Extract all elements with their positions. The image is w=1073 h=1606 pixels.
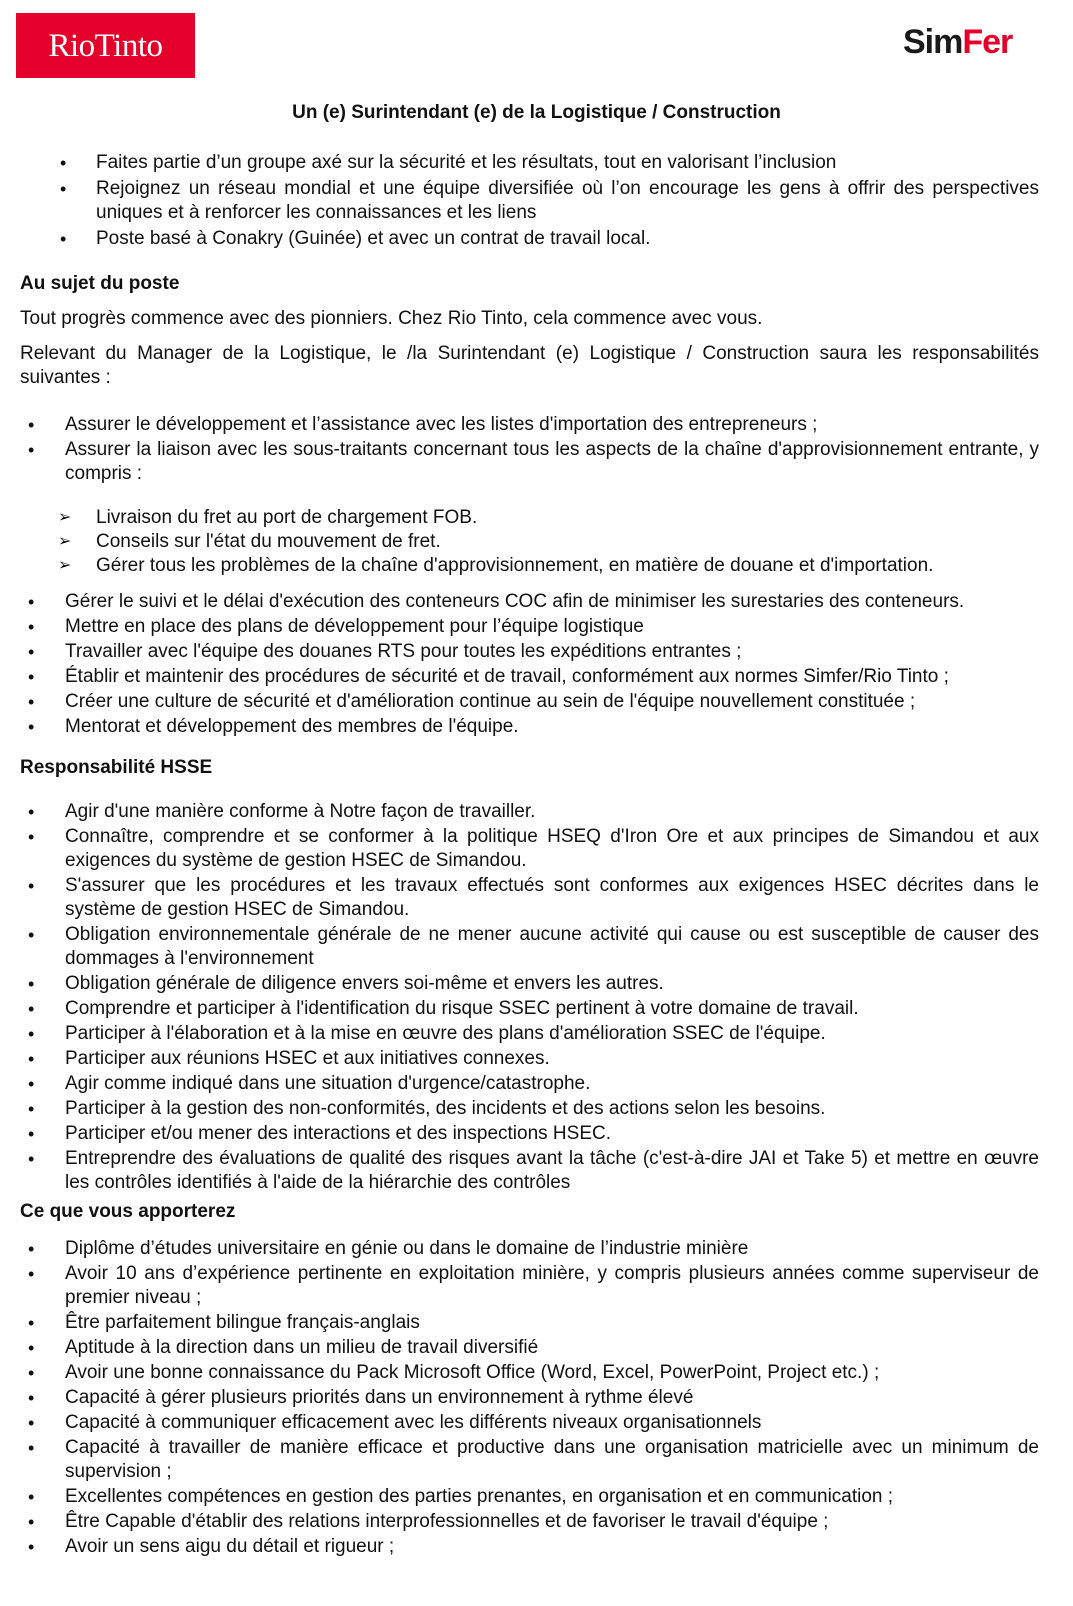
about-paragraph-1: Tout progrès commence avec des pionniers. Chez Rio Tinto, cela commence avec vous. xyxy=(20,308,763,329)
list-item: • Aptitude à la direction dans un milieu de travail diversifié xyxy=(28,1337,539,1358)
list-item: • Avoir 10 ans d’expérience pertinente en exploitation minière, y compris plusieurs années comme superviseur de premier niveau ; xyxy=(28,1263,1039,1308)
list-item: • Obligation environnementale générale de ne mener aucune activité qui cause ou est susceptible de causer des dommages à l'environnement xyxy=(28,924,1039,969)
list-item: • Mentorat et développement des membres de l'équipe. xyxy=(28,716,519,737)
bullet-icon: • xyxy=(28,999,35,1019)
bullet-icon: • xyxy=(28,1388,35,1408)
bullet-icon: • xyxy=(28,1512,35,1532)
list-item: • Travailler avec l'équipe des douanes RTS pour toutes les expéditions entrantes ; xyxy=(28,641,742,662)
bullet-icon: • xyxy=(28,802,35,822)
bullet-icon: • xyxy=(28,415,35,435)
section-heading-bring: Ce que vous apporterez xyxy=(20,1201,236,1222)
list-item: • Créer une culture de sécurité et d'amélioration continue au sein de l'équipe nouvellement constituée ; xyxy=(28,691,916,712)
bullet-icon: • xyxy=(28,1264,35,1284)
responsibilities-list-a xyxy=(20,413,1039,486)
list-item: • Agir d'une manière conforme à Notre façon de travailler. xyxy=(28,801,536,822)
list-item: • Participer aux réunions HSEC et aux initiatives connexes. xyxy=(28,1048,550,1069)
list-item: • Capacité à gérer plusieurs priorités dans un environnement à rythme élevé xyxy=(28,1387,694,1408)
list-item: • Faites partie d’un groupe axé sur la sécurité et les résultats, tout en valorisant l’inclusion xyxy=(60,152,837,173)
supply-chain-sublist xyxy=(20,506,1039,578)
bullet-icon: • xyxy=(28,827,35,847)
bullet-icon: • xyxy=(28,1338,35,1358)
responsibilities-list-b xyxy=(20,590,1039,739)
page-title: Un (e) Surintendant (e) de la Logistique / Construction xyxy=(292,102,781,123)
about-section xyxy=(20,272,1039,390)
bullet-icon: • xyxy=(28,1149,35,1169)
list-item: • Participer à l'élaboration et à la mise en œuvre des plans d'amélioration SSEC de l'équipe. xyxy=(28,1023,826,1044)
bullet-icon: • xyxy=(28,1413,35,1433)
bullet-icon: • xyxy=(28,440,35,460)
bullet-icon: • xyxy=(28,1313,35,1333)
list-item: • Agir comme indiqué dans une situation d'urgence/catastrophe. xyxy=(28,1073,591,1094)
list-item: • Mettre en place des plans de développement pour l’équipe logistique xyxy=(28,616,644,637)
simfer-logo-fer: Fer xyxy=(962,23,1013,61)
list-item: ➢ Conseils sur l'état du mouvement de fret. xyxy=(58,531,441,552)
list-item: • Avoir un sens aigu du détail et rigueur ; xyxy=(28,1536,395,1557)
bullet-icon: • xyxy=(28,1239,35,1259)
bring-list xyxy=(20,1237,1039,1559)
bullet-icon: • xyxy=(28,1049,35,1069)
list-item: • Diplôme d’études universitaire en génie ou dans le domaine de l’industrie minière xyxy=(28,1238,749,1259)
list-item: • Assurer le développement et l’assistance avec les listes d'importation des entrepreneurs ; xyxy=(28,414,818,435)
list-item: • Excellentes compétences en gestion des parties prenantes, en organisation et en communication ; xyxy=(28,1486,894,1507)
bullet-icon: • xyxy=(28,692,35,712)
arrow-bullet-icon: ➢ xyxy=(58,557,72,574)
rio-tinto-logo-text: RioTinto xyxy=(48,27,163,64)
bullet-icon: • xyxy=(28,1074,35,1094)
section-heading-about: Au sujet du poste xyxy=(20,273,180,294)
list-item: • Participer à la gestion des non-conformités, des incidents et des actions selon les besoins. xyxy=(28,1098,826,1119)
arrow-bullet-icon: ➢ xyxy=(58,533,72,550)
list-item: • Être Capable d'établir des relations interprofessionnelles et de favoriser le travail d'équipe ; xyxy=(28,1511,829,1532)
intro-list xyxy=(20,151,1039,251)
list-item: • Comprendre et participer à l'identification du risque SSEC pertinent à votre domaine de travail. xyxy=(28,998,859,1019)
bullet-icon: • xyxy=(28,974,35,994)
intro-section xyxy=(20,151,1039,251)
bullet-icon: • xyxy=(28,1099,35,1119)
bullet-icon: • xyxy=(28,1487,35,1507)
bullet-icon: • xyxy=(28,1363,35,1383)
list-item: • Participer et/ou mener des interactions et des inspections HSEC. xyxy=(28,1123,611,1144)
list-item: • Assurer la liaison avec les sous-traitants concernant tous les aspects de la chaîne d'approvisionnement entrante, y compris : xyxy=(28,439,1039,484)
hsse-list xyxy=(20,800,1039,1195)
bullet-icon: • xyxy=(60,153,67,173)
list-item: • Poste basé à Conakry (Guinée) et avec un contrat de travail local. xyxy=(60,228,651,249)
list-item: • Capacité à communiquer efficacement avec les différents niveaux organisationnels xyxy=(28,1412,762,1433)
bullet-icon: • xyxy=(28,617,35,637)
list-item: • Capacité à travailler de manière efficace et productive dans une organisation matricielle avec un minimum de supervision ; xyxy=(28,1437,1039,1482)
list-item: ➢ Gérer tous les problèmes de la chaîne d'approvisionnement, en matière de douane et d'importation. xyxy=(58,555,934,576)
about-paragraph-2: Relevant du Manager de la Logistique, le /la Surintendant (e) Logistique / Construction saura les responsabilités suivantes : xyxy=(20,343,1039,388)
bullet-icon: • xyxy=(28,592,35,612)
rio-tinto-logo xyxy=(16,13,195,78)
simfer-logo-sim: Sim xyxy=(903,23,963,61)
list-item: • Gérer le suivi et le délai d'exécution des conteneurs COC afin de minimiser les surestaries des conteneurs. xyxy=(28,591,965,612)
bullet-icon: • xyxy=(28,1438,35,1458)
list-item: • S'assurer que les procédures et les travaux effectués sont conformes aux exigences HSEC décrites dans le système de gestion HSEC de Simandou. xyxy=(28,875,1039,920)
bullet-icon: • xyxy=(60,179,67,199)
list-item: • Entreprendre des évaluations de qualité des risques avant la tâche (c'est-à-dire JAI et Take 5) et mettre en œuvre les contrôles identifiés à l'aide de la hiérarchie des contrôles xyxy=(28,1148,1039,1193)
bullet-icon: • xyxy=(28,667,35,687)
bullet-icon: • xyxy=(28,1124,35,1144)
bullet-icon: • xyxy=(28,925,35,945)
simfer-logo xyxy=(903,22,1012,62)
arrow-bullet-icon: ➢ xyxy=(58,509,72,526)
bullet-icon: • xyxy=(28,642,35,662)
list-item: • Être parfaitement bilingue français-anglais xyxy=(28,1312,420,1333)
section-heading-hsse: Responsabilité HSSE xyxy=(20,757,213,778)
hsse-section xyxy=(20,756,1039,780)
list-item: • Obligation générale de diligence envers soi-même et envers les autres. xyxy=(28,973,664,994)
bullet-icon: • xyxy=(28,717,35,737)
bullet-icon: • xyxy=(60,229,67,249)
list-item: • Connaître, comprendre et se conformer à la politique HSEQ d'Iron Ore et aux principes de Simandou et aux exigences du système de gestion HSEC de Simandou. xyxy=(28,826,1039,871)
bring-section xyxy=(20,1200,1039,1224)
list-item: ➢ Livraison du fret au port de chargement FOB. xyxy=(58,507,478,528)
bullet-icon: • xyxy=(28,1537,35,1557)
list-item: • Avoir une bonne connaissance du Pack Microsoft Office (Word, Excel, PowerPoint, Project etc.) ; xyxy=(28,1362,880,1383)
bullet-icon: • xyxy=(28,1024,35,1044)
list-item: • Établir et maintenir des procédures de sécurité et de travail, conformément aux normes Simfer/Rio Tinto ; xyxy=(28,666,949,687)
list-item: • Rejoignez un réseau mondial et une équipe diversifiée où l’on encourage les gens à offrir des perspectives uniques et à renforcer les connaissances et les liens xyxy=(60,178,1039,223)
bullet-icon: • xyxy=(28,876,35,896)
